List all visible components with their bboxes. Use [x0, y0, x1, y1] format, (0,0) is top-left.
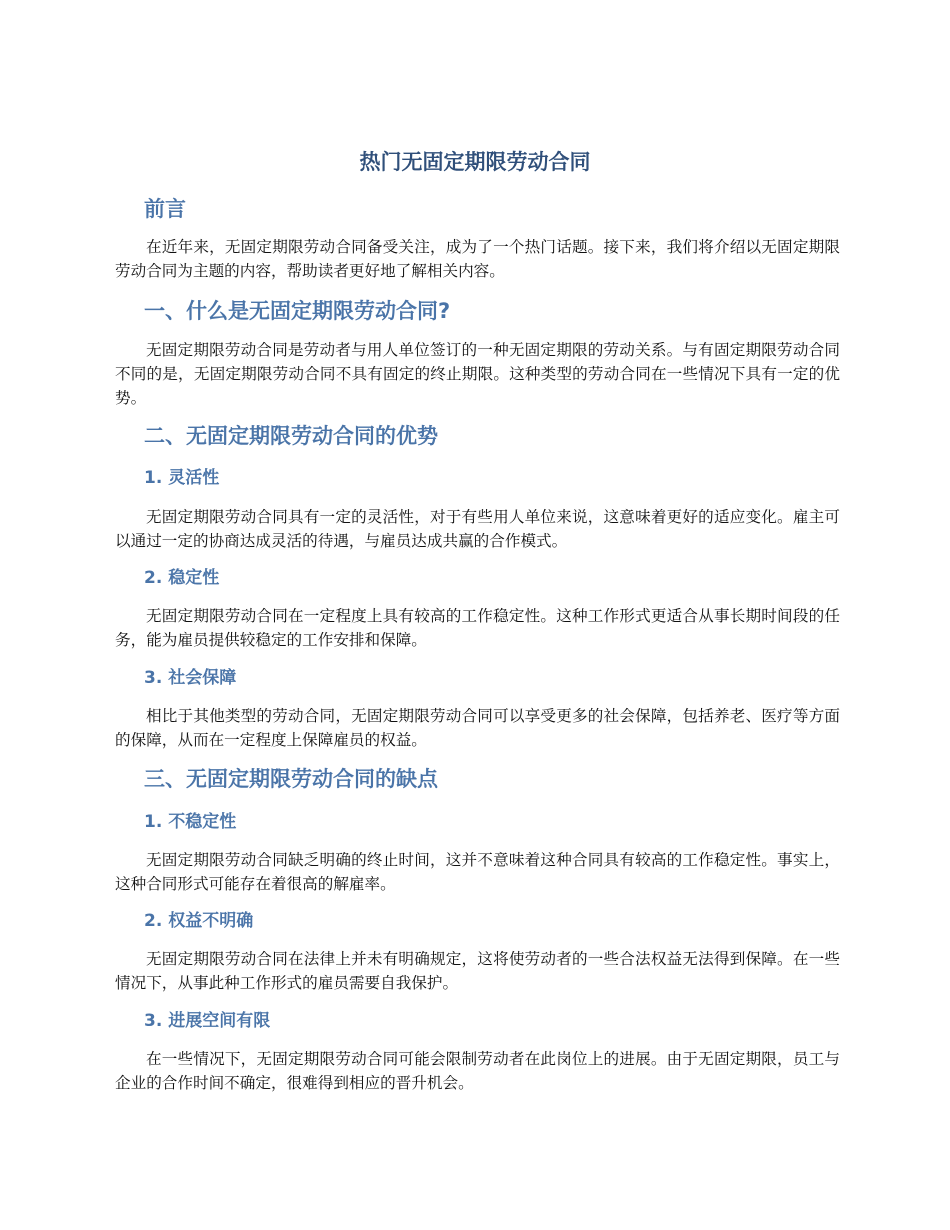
subsection-paragraph-limited-growth: 在一些情况下，无固定期限劳动合同可能会限制劳动者在此岗位上的进展。由于无固定期限，员工与企业的合作时间不确定，很难得到相应的晋升机会。 [115, 1050, 840, 1092]
subsection-heading-stability: 2. 稳定性 [144, 568, 220, 588]
section-paragraph-what-is: 无固定期限劳动合同是劳动者与用人单位签订的一种无固定期限的劳动关系。与有固定期限劳动合同不同的是，无固定期限劳动合同不具有固定的终止期限。这种类型的劳动合同在一些情况下具有一定的优势。 [115, 341, 840, 407]
section-heading-preface: 前言 [144, 197, 186, 221]
subsection-paragraph-flexibility: 无固定期限劳动合同具有一定的灵活性，对于有些用人单位来说，这意味着更好的适应变化。雇主可以通过一定的协商达成灵活的待遇，与雇员达成共赢的合作模式。 [115, 508, 840, 550]
subsection-paragraph-instability: 无固定期限劳动合同缺乏明确的终止时间，这并不意味着这种合同具有较高的工作稳定性。事实上，这种合同形式可能存在着很高的解雇率。 [115, 851, 840, 893]
subsection-paragraph-unclear-rights: 无固定期限劳动合同在法律上并未有明确规定，这将使劳动者的一些合法权益无法得到保障。在一些情况下，从事此种工作形式的雇员需要自我保护。 [115, 950, 840, 992]
subsection-heading-instability: 1. 不稳定性 [144, 812, 237, 832]
section-heading-disadvantages: 三、无固定期限劳动合同的缺点 [144, 767, 438, 791]
subsection-heading-social-security: 3. 社会保障 [144, 668, 237, 688]
subsection-heading-unclear-rights: 2. 权益不明确 [144, 911, 254, 931]
subsection-paragraph-stability: 无固定期限劳动合同在一定程度上具有较高的工作稳定性。这种工作形式更适合从事长期时间段的任务，能为雇员提供较稳定的工作安排和保障。 [115, 607, 840, 649]
subsection-paragraph-social-security: 相比于其他类型的劳动合同，无固定期限劳动合同可以享受更多的社会保障，包括养老、医疗等方面的保障，从而在一定程度上保障雇员的权益。 [115, 707, 840, 749]
subsection-heading-limited-growth: 3. 进展空间有限 [144, 1011, 271, 1031]
document-title: 热门无固定期限劳动合同 [359, 150, 591, 174]
section-paragraph-preface: 在近年来，无固定期限劳动合同备受关注，成为了一个热门话题。接下来，我们将介绍以无固定期限劳动合同为主题的内容，帮助读者更好地了解相关内容。 [115, 238, 840, 280]
subsection-heading-flexibility: 1. 灵活性 [144, 468, 220, 488]
section-heading-what-is: 一、什么是无固定期限劳动合同? [144, 299, 451, 323]
section-heading-advantages: 二、无固定期限劳动合同的优势 [144, 424, 438, 448]
